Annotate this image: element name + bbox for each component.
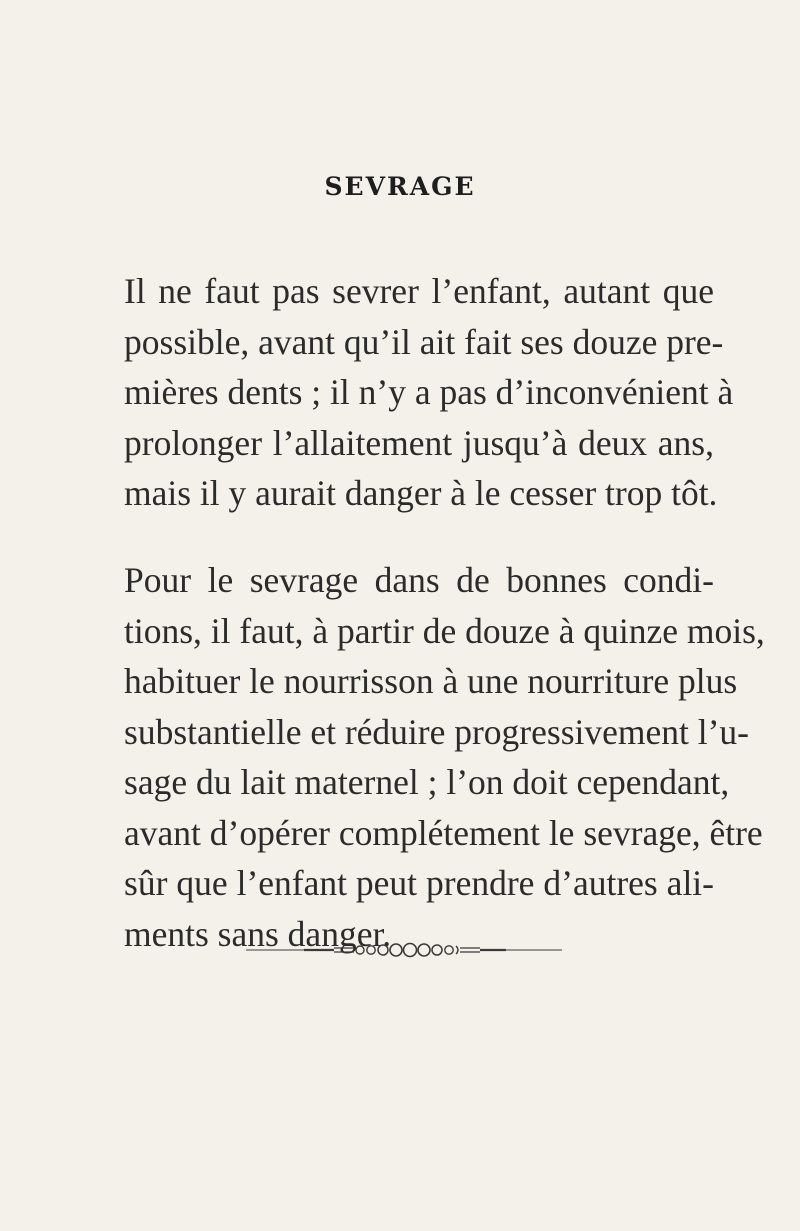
text-line: habituer le nourrisson à une nourriture plus xyxy=(124,661,738,701)
text-line: sage du lait maternel ; l’on doit cependant, xyxy=(124,762,730,802)
paragraph-1 xyxy=(124,266,734,519)
text-line: Pour le sevrage dans de bonnes condi- xyxy=(124,560,714,600)
text-line: possible, avant qu’il ait fait ses douze pre- xyxy=(124,321,724,362)
page-title: SEVRAGE xyxy=(324,172,476,201)
text-line: mières dents ; il n’y a pas d’inconvénient à xyxy=(124,372,734,412)
paragraph-2 xyxy=(124,555,765,959)
text-line: mais il y aurait danger à le cesser trop tôt. xyxy=(124,473,718,513)
text-line: Il ne faut pas sevrer l’enfant, autant que xyxy=(124,271,714,311)
text-line: ments sans danger. xyxy=(124,913,392,954)
text-line: prolonger l’allaitement jusqu’à deux ans, xyxy=(124,422,714,463)
text-line: substantielle et réduire progressivement l’u- xyxy=(124,711,749,752)
text-line: sûr que l’enfant peut prendre d’autres ali- xyxy=(124,863,714,903)
decorative-rule-icon xyxy=(244,938,564,962)
text-line: tions, il faut, à partir de douze à quinze mois, xyxy=(124,610,765,651)
text-line: avant d’opérer complétement le sevrage, être xyxy=(124,812,763,853)
